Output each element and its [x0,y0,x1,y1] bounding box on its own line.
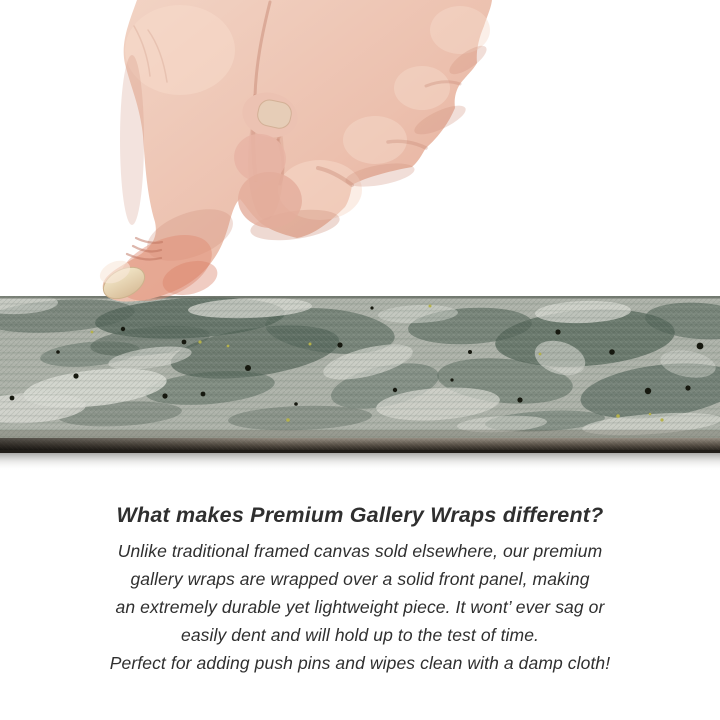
copy-line: an extremely durable yet lightweight piece. It wont’ ever sag or [115,597,605,617]
hand-fist-thumb-pressing-down-icon [70,0,500,306]
copy-line: Perfect for adding push pins and wipes clean with a damp cloth! [109,653,611,673]
gallery-wrap-canvas-edge-strip-icon [0,296,720,472]
copy-line: gallery wraps are wrapped over a solid front panel, making [130,569,590,589]
copy-line: Unlike traditional framed canvas sold elsewhere, our premium [117,541,603,561]
copy-heading: What makes Premium Gallery Wraps different? [116,503,604,527]
copy-block [0,500,720,677]
copy-line: easily dent and will hold up to the test of time. [180,625,540,645]
